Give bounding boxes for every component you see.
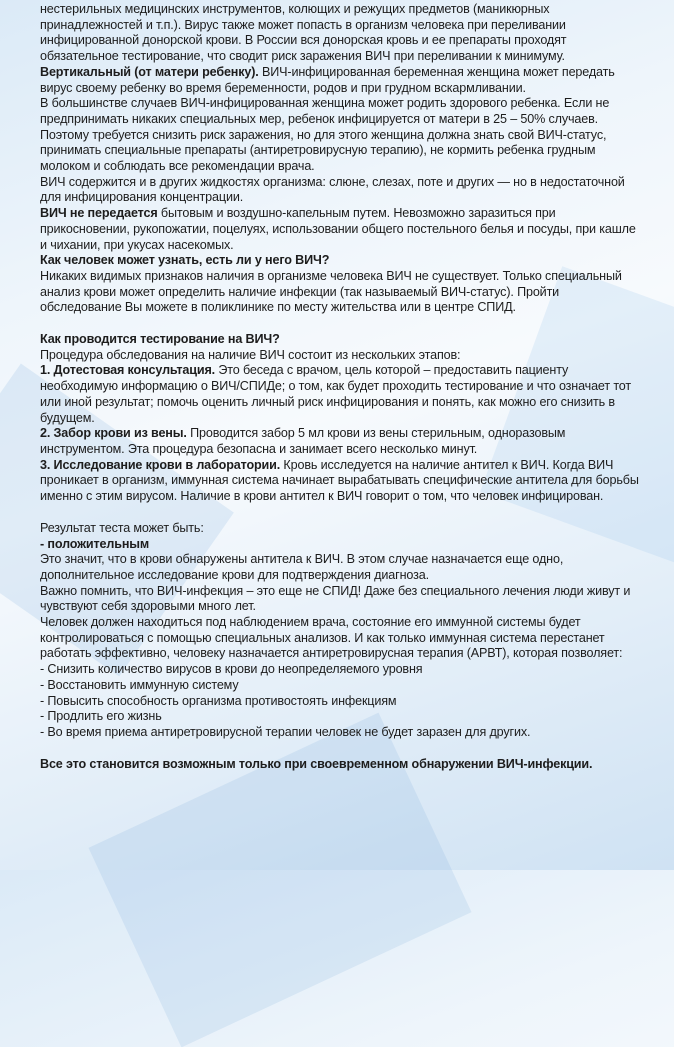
list-item: - Восстановить иммунную систему [40, 677, 239, 692]
paragraph-procedure: Процедура обследования на наличие ВИЧ состоит из нескольких этапов: [40, 347, 461, 362]
term-vertical: Вертикальный (от матери ребенку). [40, 64, 259, 79]
list-item: - Во время приема антиретровирусной терапии человек не будет заразен для других. [40, 724, 531, 739]
term-not-transmitted: ВИЧ не передается [40, 206, 158, 221]
paragraph-observation: Человек должен находиться под наблюдением врача, состояние его иммунной системы будет контролироваться с помощью специальных анализов. И как только иммунная система перестанет работать эффективно, человеку назначается антиретровирусная терапия (АРВТ), которая позволяет: [40, 615, 623, 661]
paragraph-body-fluids: ВИЧ содержится и в других жидкостях организма: слюне, слезах, поте и других — но в недостаточной для инфицирования концентрации. [40, 174, 625, 205]
paragraph-transmission-blood: нестерильных медицинских инструментов, колющих и режущих предметов (маникюрных принадлежностей и т.п.). Вирус также может попасть в организм человека при переливании инфицированной донорской крови. В России вся донорская кровь и ее препараты проходят обязательное тестирование, что сводит риск заражения ВИЧ при переливании к минимуму. [40, 2, 567, 64]
step-lab-test: 3. Исследование крови в лаборатории. Кровь исследуется на наличие антител к ВИЧ. Когда ВИЧ проникает в организм, иммунная система начинает вырабатывать специфические антитела для борьбы именно с этим вирусом. Наличие в крови антител к ВИЧ говорит о том, что человек инфицирован. [40, 457, 639, 504]
paragraph-antibodies: Это значит, что в крови обнаружены антитела к ВИЧ. В этом случае назначается еще одно, дополнительное исследование крови для подтверждения диагноза. [40, 552, 564, 582]
paragraph-result: Результат теста может быть: [40, 520, 204, 535]
heading-how-to-know: Как человек может узнать, есть ли у него ВИЧ? [40, 253, 330, 268]
result-positive: - положительным [40, 536, 150, 551]
final-statement: Все это становится возможным только при своевременном обнаружении ВИЧ-инфекции. [40, 756, 593, 771]
paragraph-not-aids: Важно помнить, что ВИЧ-инфекция – это еще не СПИД! Даже без специального лечения люди живут и чувствуют себя здоровыми много лет. [40, 583, 631, 614]
step-blood-draw: 2. Забор крови из вены. Проводится забор 5 мл крови из вены стерильным, одноразовым инструментом. Эта процедура безопасна и занимает всего несколько минут. [40, 426, 566, 456]
list-item: - Снизить количество вирусов в крови до неопределяемого уровня [40, 662, 423, 677]
heading-testing: Как проводится тестирование на ВИЧ? [40, 332, 280, 347]
paragraph-vertical-transmission: Вертикальный (от матери ребенку). ВИЧ-инфицированная беременная женщина может передать вирус своему ребенку во время беременности, родов и при грудном вскармливании. [40, 64, 615, 95]
list-item: - Продлить его жизнь [40, 709, 162, 724]
document-body [40, 2, 640, 772]
step-consultation: 1. Дотестовая консультация. Это беседа с врачом, цель которой – предоставить пациенту необходимую информацию о ВИЧ/СПИДе; о том, как будет проходить тестирование и что означает тот или иной результат; помочь оценить личный риск инфицирования и понять, как можно его снизить в будущем. [40, 363, 632, 425]
paragraph-healthy-child: В большинстве случаев ВИЧ-инфицированная женщина может родить здорового ребенка. Если не предпринимать никаких специальных мер, ребенок инфицируется от матери в 25 – 50% случаев. [40, 96, 610, 126]
paragraph-not-transmitted: ВИЧ не передается бытовым и воздушно-капельным путем. Невозможно заразиться при прикосновении, рукопожатии, поцелуях, использовании общего постельного белья и посуды, при кашле и чихании, при укусах насекомых. [40, 206, 636, 252]
list-item: - Повысить способность организма противостоять инфекциям [40, 693, 397, 708]
paragraph-risk-reduction: Поэтому требуется снизить риск заражения, но для этого женщина должна знать свой ВИЧ-статус, принимать специальные препараты (антиретровирусную терапию), не кормить ребенка грудным молоком и соблюдать все рекомендации врача. [40, 127, 607, 174]
paragraph-no-signs: Никаких видимых признаков наличия в организме человека ВИЧ не существует. Только специальный анализ крови может определить наличие инфекции (так называемый ВИЧ-статус). Пройти обследование Вы можете в поликлинике по месту жительства или в центре СПИД. [40, 268, 622, 315]
